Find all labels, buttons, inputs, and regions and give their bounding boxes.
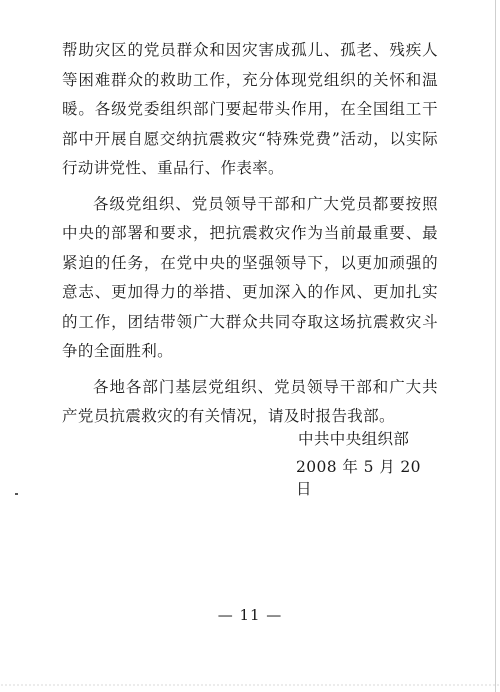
document-body — [62, 36, 438, 438]
paragraph-party-members: 各级党组织、党员领导干部和广大党员都要按照中央的部署和要求，把抗震救灾作为当前最重要、最紧迫的任务，在党中央的坚强领导下，以更加顽强的意志、更加得力的举措、更加深入的作风、更加扎实的工作，团结带领广大群众共同夺取这场抗震救灾斗争的全面胜利。 — [62, 194, 438, 360]
paragraph-report-request: 各地各部门基层党组织、党员领导干部和广大共产党员抗震救灾的有关情况，请及时报告我部。 — [62, 377, 438, 425]
signature-organization: 中共中央组织部 — [298, 430, 410, 448]
page-number: — 11 — — [217, 606, 283, 624]
scan-right-edge — [495, 0, 496, 692]
paragraph-continued: 帮助灾区的党员群众和因灾害成孤儿、孤老、残疾人等困难群众的救助工作，充分体现党组织的关怀和温暖。各级党委组织部门要起带头作用，在全国组工干部中开展自愿交纳抗震救灾“特殊党费”活动，以实际行动讲党性、重品行、作表率。 — [62, 41, 438, 177]
scan-edge-dots — [0, 684, 500, 686]
signature-date: 2008 年 5 月 20 日 — [296, 458, 421, 498]
scan-speck — [15, 493, 18, 495]
